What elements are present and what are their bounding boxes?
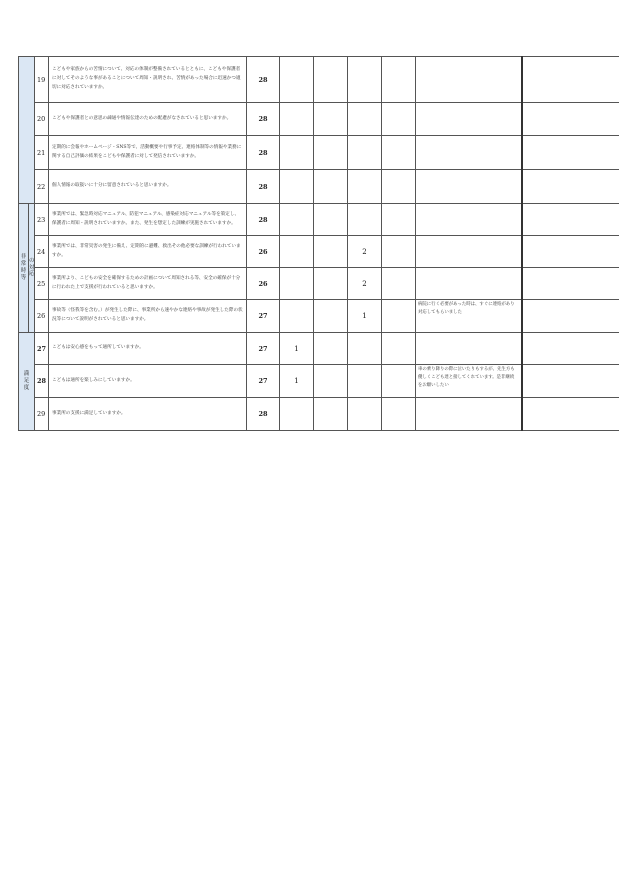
- response-cell: [522, 170, 619, 204]
- table-row: [19, 103, 619, 136]
- table-row: [19, 204, 619, 236]
- response-cell: [522, 57, 619, 103]
- comment-cell: 病院に行く必要があった時は、すぐに連絡があり対応してもらいました: [416, 300, 522, 333]
- row-number: 22: [35, 170, 49, 204]
- answer-col-2: 1: [280, 333, 314, 365]
- answer-col-3: [314, 268, 348, 300]
- question-text: 事業所の支援に満足していますか。: [49, 398, 247, 431]
- comment-cell: [416, 103, 522, 136]
- answer-col-4: [348, 204, 382, 236]
- question-text: こどもは通所を楽しみにしていますか。: [49, 365, 247, 398]
- answer-col-5: [382, 236, 416, 268]
- answer-col-4: [348, 57, 382, 103]
- answer-col-3: [314, 236, 348, 268]
- answer-col-2: [280, 398, 314, 431]
- row-number: 29: [35, 398, 49, 431]
- comment-cell: 車の乗り降りの際に泣いたりもするが、先生方も優しくこども達と接してくれています。是非継続をお願いしたい: [416, 365, 522, 398]
- question-text: 事業所では、緊急時対応マニュアル、防犯マニュアル、感染症対応マニュアル等を策定し、保護者に周知・説明されていますか。また、発生を想定した訓練が実施されていますか。: [49, 204, 247, 236]
- answer-col-3: [314, 103, 348, 136]
- table-row: [19, 236, 619, 268]
- question-text: 個人情報の取扱いに十分に留意されていると思いますか。: [49, 170, 247, 204]
- response-cell: [522, 136, 619, 170]
- yes-count: 28: [247, 170, 280, 204]
- answer-col-5: [382, 103, 416, 136]
- comment-cell: [416, 268, 522, 300]
- evaluation-table: [18, 56, 619, 431]
- answer-col-2: [280, 103, 314, 136]
- row-number: 23: [35, 204, 49, 236]
- answer-col-3: [314, 204, 348, 236]
- table-row: [19, 333, 619, 365]
- comment-cell: [416, 398, 522, 431]
- answer-col-4: [348, 398, 382, 431]
- table-row: [19, 57, 619, 103]
- answer-col-3: [314, 136, 348, 170]
- answer-col-5: [382, 398, 416, 431]
- row-number: 24: [35, 236, 49, 268]
- answer-col-5: [382, 170, 416, 204]
- answer-col-2: [280, 136, 314, 170]
- answer-col-4: [348, 333, 382, 365]
- section-label-satisfaction: 満 足 度: [19, 333, 35, 431]
- response-cell: [522, 398, 619, 431]
- row-number: 28: [35, 365, 49, 398]
- answer-col-2: [280, 170, 314, 204]
- row-number: 25: [35, 268, 49, 300]
- yes-count: 26: [247, 268, 280, 300]
- answer-col-5: [382, 333, 416, 365]
- table-row: [19, 398, 619, 431]
- answer-col-5: [382, 57, 416, 103]
- answer-col-2: [280, 236, 314, 268]
- yes-count: 28: [247, 136, 280, 170]
- question-text: 事故等（怪我等を含む。）が発生した際に、事業所から速やかな連絡や事故が発生した際の状況等について説明がされていると思いますか。: [49, 300, 247, 333]
- answer-col-5: [382, 136, 416, 170]
- yes-count: 28: [247, 204, 280, 236]
- response-cell: [522, 365, 619, 398]
- answer-col-5: [382, 300, 416, 333]
- comment-cell: [416, 236, 522, 268]
- question-text: こどもや保護者との意思の疎通や情報伝達のための配慮がなされていると思いますか。: [49, 103, 247, 136]
- comment-cell: [416, 333, 522, 365]
- section-label-emergency: 非 常 時 等: [19, 204, 29, 333]
- question-text: こどもや家族からの苦情について、対応の体制が整備されているとともに、こどもや保護者に対してそのような事があることについて周知・説明され、苦情があった場合に迅速かつ適切に対応されていますか。: [49, 57, 247, 103]
- table-row: [19, 170, 619, 204]
- answer-col-4: [348, 103, 382, 136]
- answer-col-3: [314, 398, 348, 431]
- comment-cell: [416, 204, 522, 236]
- answer-col-3: [314, 170, 348, 204]
- row-number: 20: [35, 103, 49, 136]
- comment-cell: [416, 136, 522, 170]
- yes-count: 28: [247, 103, 280, 136]
- answer-col-3: [314, 365, 348, 398]
- table-row: [19, 268, 619, 300]
- yes-count: 28: [247, 398, 280, 431]
- answer-col-2: [280, 204, 314, 236]
- answer-col-2: [280, 268, 314, 300]
- answer-col-3: [314, 57, 348, 103]
- answer-col-5: [382, 365, 416, 398]
- section-cell-previous: [19, 57, 35, 204]
- yes-count: 27: [247, 300, 280, 333]
- question-text: 事業所より、こどもの安全を確保するための計画について周知される等、安全の確保が十分に行われた上で支援が行われていると思いますか。: [49, 268, 247, 300]
- row-number: 19: [35, 57, 49, 103]
- comment-cell: [416, 170, 522, 204]
- answer-col-5: [382, 204, 416, 236]
- response-cell: [522, 103, 619, 136]
- table-row: [19, 136, 619, 170]
- answer-col-4: [348, 170, 382, 204]
- answer-col-2: 1: [280, 365, 314, 398]
- response-cell: [522, 333, 619, 365]
- answer-col-2: [280, 57, 314, 103]
- response-cell: [522, 268, 619, 300]
- section-label-emergency-sub: の 対 応: [29, 204, 35, 333]
- comment-cell: [416, 57, 522, 103]
- table-row: [19, 365, 619, 398]
- response-cell: [522, 204, 619, 236]
- response-cell: [522, 236, 619, 268]
- row-number: 26: [35, 300, 49, 333]
- answer-col-3: [314, 333, 348, 365]
- yes-count: 27: [247, 333, 280, 365]
- answer-col-4: 2: [348, 236, 382, 268]
- answer-col-3: [314, 300, 348, 333]
- response-cell: [522, 300, 619, 333]
- answer-col-5: [382, 268, 416, 300]
- row-number: 27: [35, 333, 49, 365]
- yes-count: 27: [247, 365, 280, 398]
- answer-col-4: 2: [348, 268, 382, 300]
- question-text: こどもは安心感をもって通所していますか。: [49, 333, 247, 365]
- table-row: [19, 300, 619, 333]
- answer-col-4: 1: [348, 300, 382, 333]
- answer-col-4: [348, 365, 382, 398]
- answer-col-2: [280, 300, 314, 333]
- row-number: 21: [35, 136, 49, 170]
- yes-count: 28: [247, 57, 280, 103]
- question-text: 事業所では、非常災害の発生に備え、定期的に避難、救出その他必要な訓練が行われていますか。: [49, 236, 247, 268]
- yes-count: 26: [247, 236, 280, 268]
- question-text: 定期的に会報やホームページ・SNS等で、活動概要や行事予定、連絡体制等の情報や業務に関する自己評価の結果をこどもや保護者に対して発信されていますか。: [49, 136, 247, 170]
- answer-col-4: [348, 136, 382, 170]
